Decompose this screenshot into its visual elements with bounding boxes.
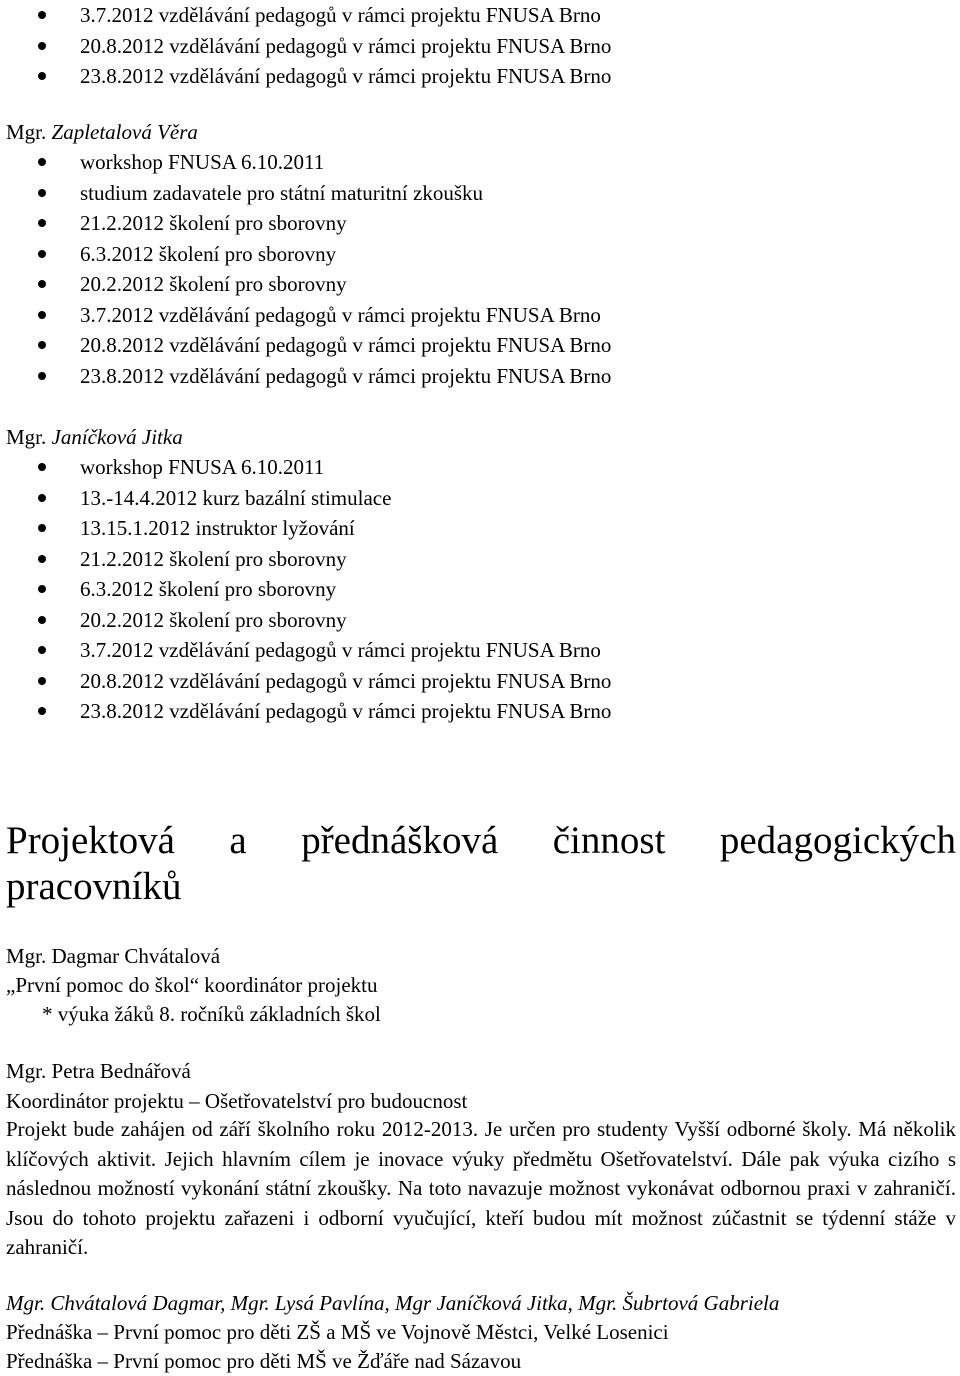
list-item — [0, 300, 960, 331]
heading-word: pedagogických — [719, 819, 956, 862]
list-item — [0, 0, 960, 31]
lecture-line: Přednáška – První pomoc pro děti ZŠ a MŠ ve Vojnově Městci, Velké Losenici — [6, 1320, 669, 1344]
list-item-text: 20.2.2012 školení pro sborovny — [80, 607, 347, 632]
list-item-text: 23.8.2012 vzdělávání pedagogů v rámci projektu FNUSA Brno — [80, 699, 612, 723]
bullet-icon — [38, 707, 46, 715]
bullet-icon — [38, 524, 46, 532]
bullet-icon — [38, 463, 46, 471]
heading-word: činnost — [552, 819, 666, 862]
list-item-text: 20.8.2012 vzdělávání pedagogů v rámci projektu FNUSA Brno — [80, 668, 612, 693]
project-description-paragraph: Projekt bude zahájen od září školního roku 2012-2013. Je určen pro studenty Vyšší odborné školy. Má několik klíčových aktivit. Jejich hlavním cílem je inovace výuky předmětu Ošetřovatelství. Dále pak výuka cizího s následnou možností vykonání státní zkoušky. Na toto navazuje možnost vykonávat odbornou praxi v zahraničí. Jsou do tohoto projektu zařazeni i odborní vyučující, kteří budou mít možnost zúčastnit se týdenní stáže v zahraničí. — [6, 1117, 956, 1259]
list-item — [0, 452, 960, 483]
list-item — [0, 361, 960, 392]
bullet-icon — [38, 219, 46, 227]
person-title-prefix: Mgr. — [6, 944, 47, 968]
bullet-icon — [38, 189, 46, 197]
project-description: * výuka žáků 8. ročníků základních škol — [42, 1002, 381, 1026]
list-item-text: 21.2.2012 školení pro sborovny — [80, 546, 347, 571]
bullet-icon — [38, 11, 46, 19]
list-item — [0, 605, 960, 636]
person-name: Dagmar Chvátalová — [51, 944, 221, 968]
list-item-text: 6.3.2012 školení pro sborovny — [80, 241, 337, 266]
list-item — [0, 61, 960, 92]
person-heading — [6, 941, 220, 971]
heading-word: a — [229, 819, 247, 862]
list-item-text: 21.2.2012 školení pro sborovny — [80, 211, 347, 235]
section-heading — [6, 818, 956, 910]
list-item — [0, 544, 960, 575]
list-item — [0, 239, 960, 270]
list-item — [0, 330, 960, 361]
list-item — [0, 208, 960, 239]
list-item — [0, 696, 960, 727]
list-item — [0, 666, 960, 697]
project-coordinator-line: Koordinátor projektu – Ošetřovatelství pro budoucnost — [6, 1089, 468, 1113]
person-title-prefix: Mgr. — [6, 120, 47, 144]
list-item-text: 3.7.2012 vzdělávání pedagogů v rámci projektu FNUSA Brno — [80, 638, 601, 662]
bullet-icon — [38, 341, 46, 349]
bullet-icon — [38, 311, 46, 319]
person-heading — [6, 422, 183, 452]
bullet-icon — [38, 494, 46, 502]
list-item-text: 3.7.2012 vzdělávání pedagogů v rámci projektu FNUSA Brno — [80, 302, 601, 327]
list-item-text: 23.8.2012 vzdělávání pedagogů v rámci projektu FNUSA Brno — [80, 64, 612, 88]
heading-word: přednášková — [301, 819, 499, 862]
list-item — [0, 31, 960, 62]
bullet-list-janickova — [0, 452, 960, 727]
bullet-icon — [38, 616, 46, 624]
bullet-icon — [38, 555, 46, 563]
section-heading-line-2: pracovníků — [6, 865, 182, 908]
bullet-icon — [38, 585, 46, 593]
list-item — [0, 269, 960, 300]
list-item-text: 3.7.2012 vzdělávání pedagogů v rámci projektu FNUSA Brno — [80, 3, 601, 27]
list-item-text: studium zadavatele pro státní maturitní zkoušku — [80, 180, 483, 205]
person-title-prefix: Mgr. — [6, 425, 47, 449]
list-item-text: 20.8.2012 vzdělávání pedagogů v rámci projektu FNUSA Brno — [80, 33, 612, 58]
list-item-text: workshop FNUSA 6.10.2011 — [80, 150, 325, 174]
bullet-icon — [38, 42, 46, 50]
list-item-text: 13.-14.4.2012 kurz bazální stimulace — [80, 485, 392, 510]
list-item — [0, 178, 960, 209]
person-name: Petra Bednářová — [51, 1059, 191, 1083]
list-item-text: 20.8.2012 vzdělávání pedagogů v rámci projektu FNUSA Brno — [80, 333, 612, 357]
list-item — [0, 513, 960, 544]
bullet-icon — [38, 677, 46, 685]
bullet-icon — [38, 158, 46, 166]
bullet-list-zapletalova — [0, 147, 960, 391]
bullet-icon — [38, 372, 46, 380]
list-item-text: 13.15.1.2012 instruktor lyžování — [80, 516, 355, 540]
list-item — [0, 635, 960, 666]
bullet-icon — [38, 72, 46, 80]
list-item-text: workshop FNUSA 6.10.2011 — [80, 455, 325, 479]
bullet-icon — [38, 280, 46, 288]
lecturers-names: Mgr. Chvátalová Dagmar, Mgr. Lysá Pavlína, Mgr Janíčková Jitka, Mgr. Šubrtová Gabriela — [6, 1291, 780, 1315]
lecture-line: Přednáška – První pomoc pro děti MŠ ve Žďáře nad Sázavou — [6, 1349, 522, 1373]
list-item — [0, 574, 960, 605]
list-item — [0, 483, 960, 514]
person-name: Janíčková Jitka — [51, 425, 183, 449]
person-title-prefix: Mgr. — [6, 1059, 47, 1083]
list-item-text: 20.2.2012 školení pro sborovny — [80, 272, 347, 296]
person-heading — [6, 117, 198, 147]
bullet-icon — [38, 250, 46, 258]
list-item-text: 23.8.2012 vzdělávání pedagogů v rámci projektu FNUSA Brno — [80, 363, 612, 388]
heading-word: Projektová — [6, 819, 175, 862]
project-title: „První pomoc do škol“ koordinátor projektu — [6, 973, 378, 997]
person-heading — [6, 1056, 191, 1086]
bullet-icon — [38, 646, 46, 654]
section-heading-line-1 — [6, 818, 956, 864]
list-item-text: 6.3.2012 školení pro sborovny — [80, 577, 337, 601]
bullet-list-continuation — [0, 0, 960, 92]
person-name: Zapletalová Věra — [51, 120, 198, 144]
list-item — [0, 147, 960, 178]
